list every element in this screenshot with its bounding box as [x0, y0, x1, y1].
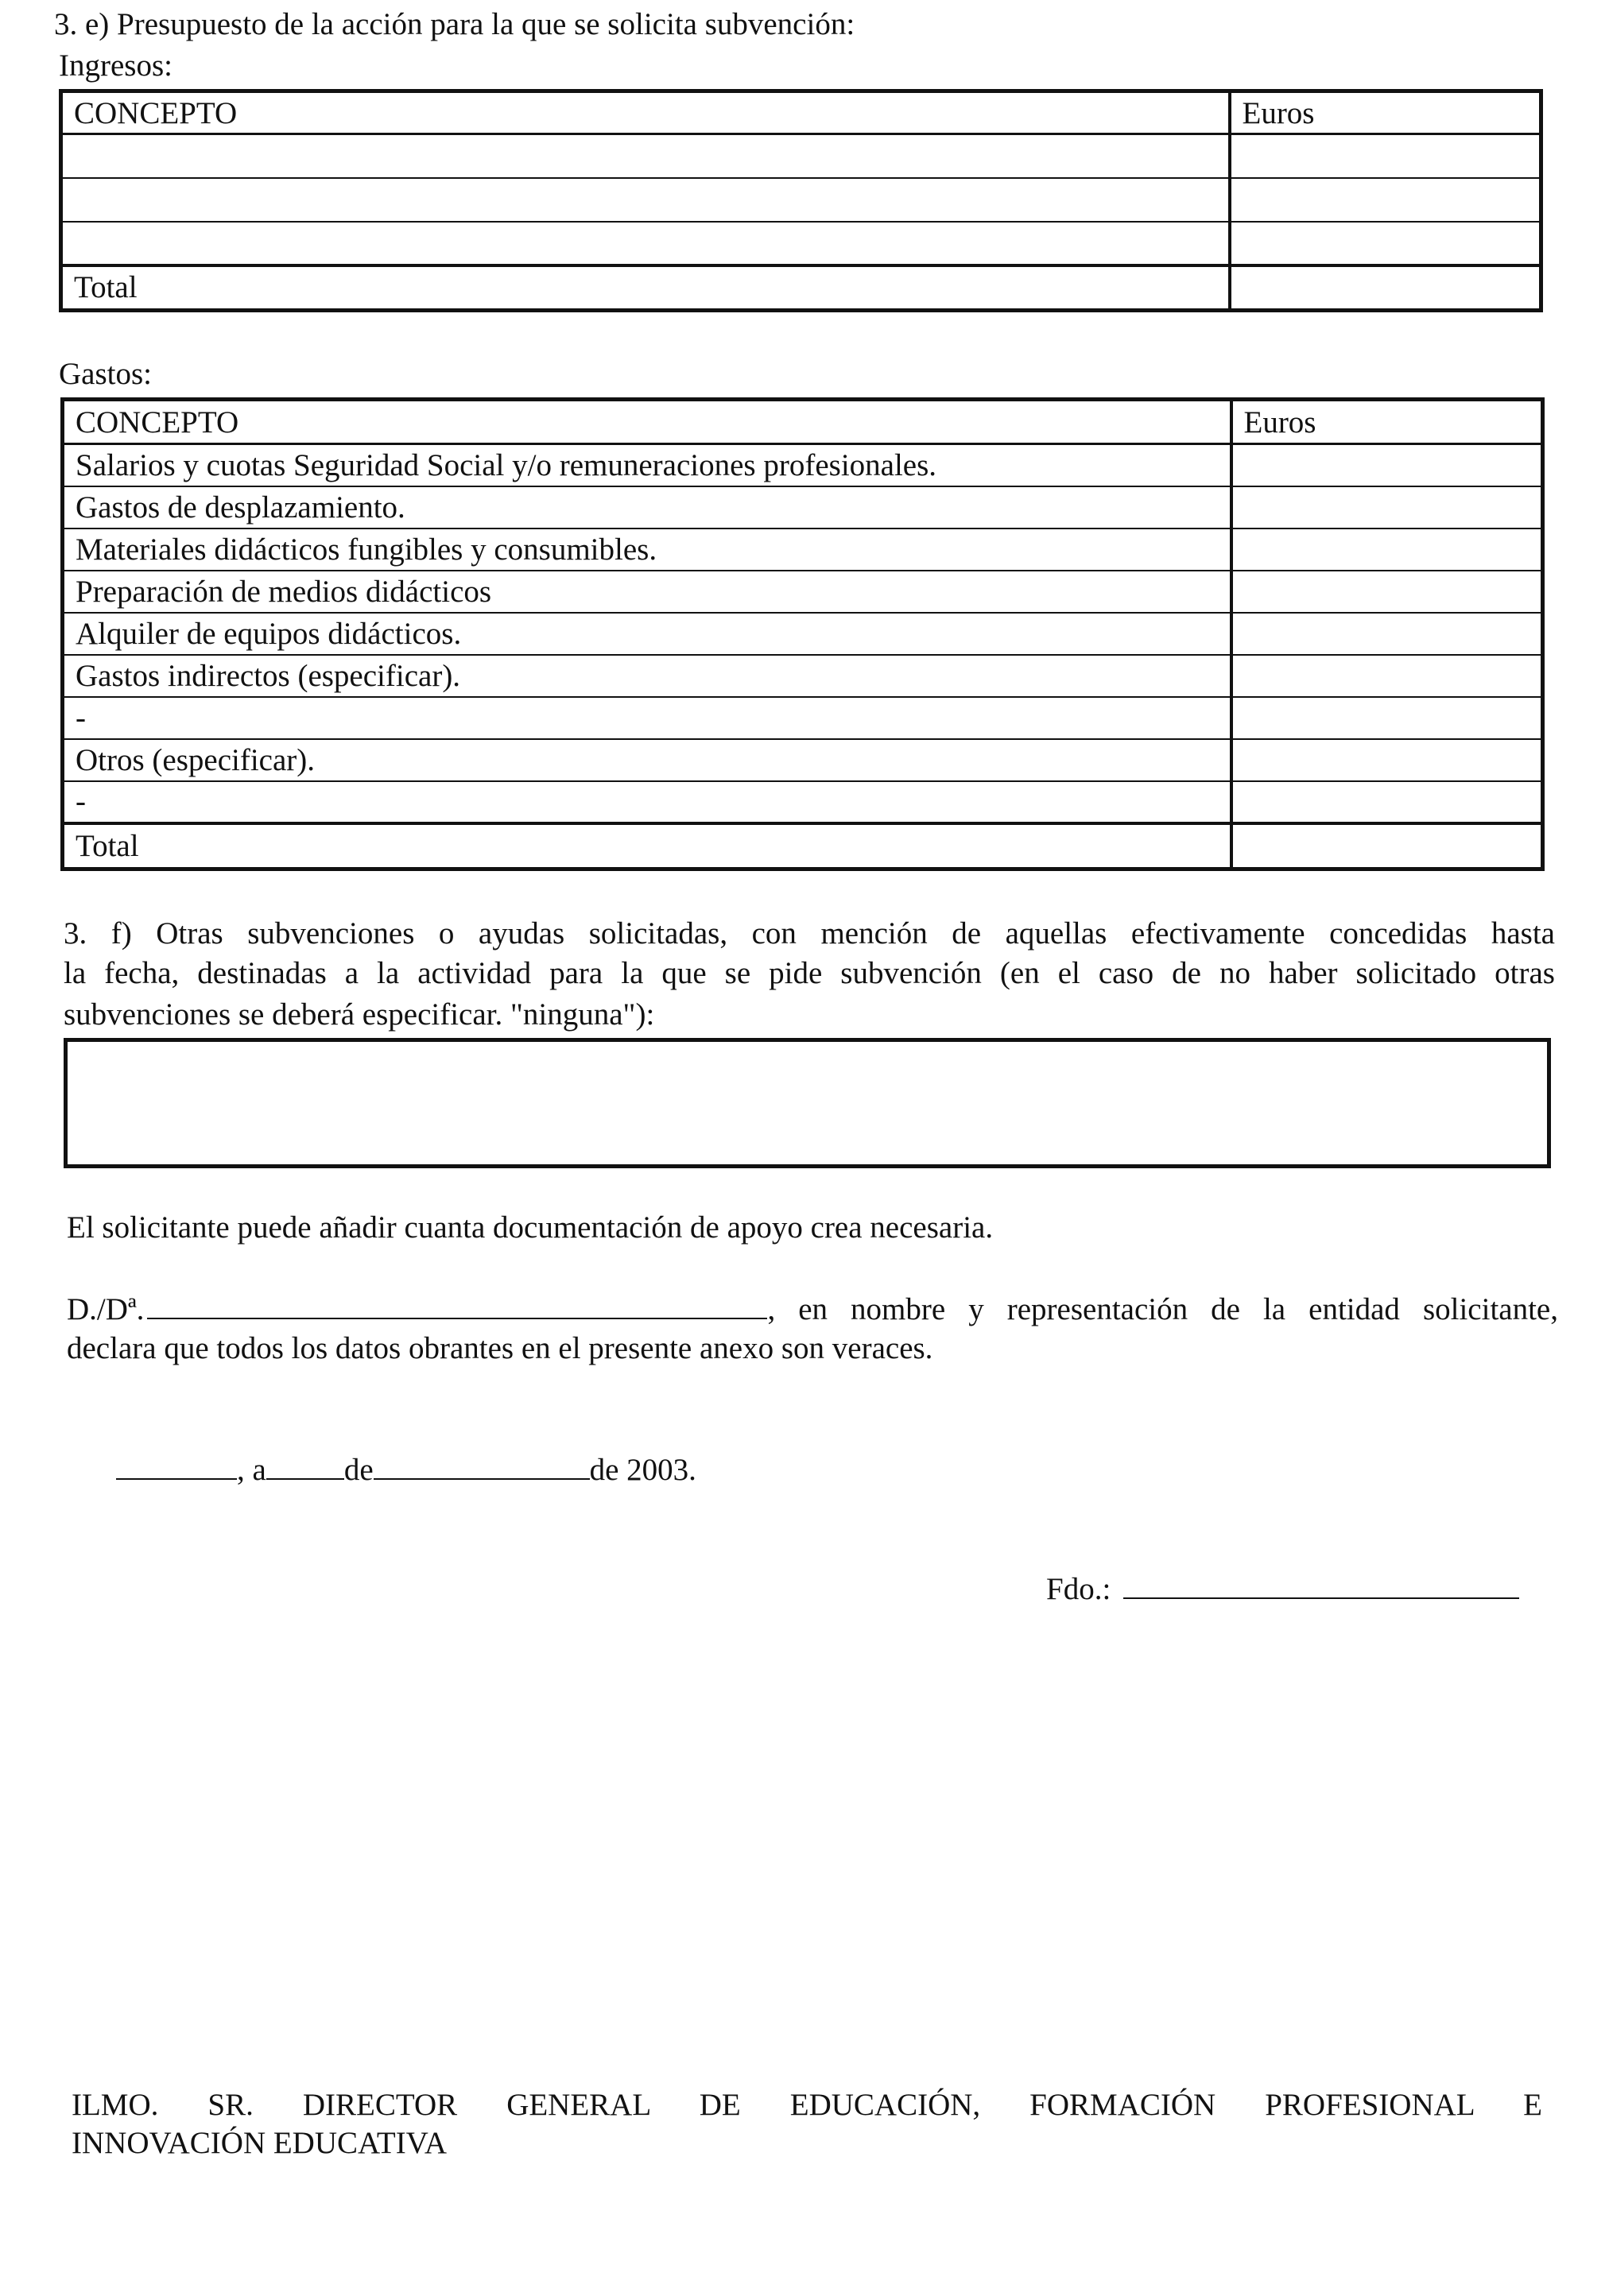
gastos-euros-cell[interactable]: [1231, 444, 1543, 486]
signature-field[interactable]: [1123, 1570, 1519, 1599]
gastos-total-label: Total: [63, 823, 1231, 869]
section-f-line2: la fecha, destinadas a la actividad para la que se pide subvención (en el caso de no haber solicitado otras: [64, 956, 1555, 990]
gastos-row: [63, 655, 1543, 697]
gastos-col-concepto: CONCEPTO: [63, 400, 1231, 444]
gastos-row: [63, 571, 1543, 613]
other-subsidies-answer: [68, 1042, 1547, 1058]
section-f-line1: 3. f) Otras subvenciones o ayudas solicitadas, con mención de aquellas efectivamente concedidas hasta: [64, 916, 1555, 951]
gastos-euros-cell[interactable]: [1231, 739, 1543, 781]
gastos-euros-cell[interactable]: [1231, 781, 1543, 823]
declaration-line1: [67, 1291, 1558, 1328]
gastos-row: [63, 781, 1543, 823]
gastos-euros-cell[interactable]: [1231, 655, 1543, 697]
gastos-euros-cell[interactable]: [1231, 571, 1543, 613]
gastos-concept-cell: Salarios y cuotas Seguridad Social y/o remuneraciones profesionales.: [63, 444, 1231, 486]
ingresos-row: [61, 178, 1541, 222]
gastos-euros-cell[interactable]: [1231, 613, 1543, 655]
date-line: [116, 1451, 696, 1489]
section-f-line3: subvenciones se deberá especificar. "ninguna"):: [64, 997, 655, 1032]
ingresos-concept-cell[interactable]: [61, 222, 1230, 265]
date-sep-a: , a: [237, 1453, 266, 1487]
support-note: El solicitante puede añadir cuanta documentación de apoyo crea necesaria.: [67, 1210, 994, 1245]
ingresos-col-euros: Euros: [1230, 91, 1541, 134]
gastos-col-euros: Euros: [1231, 400, 1543, 444]
declarant-name-field[interactable]: [147, 1291, 767, 1319]
day-field[interactable]: [266, 1451, 344, 1480]
ingresos-row: [61, 134, 1541, 178]
gastos-row: [63, 697, 1543, 739]
place-field[interactable]: [116, 1451, 237, 1480]
ingresos-table: [59, 89, 1543, 312]
ingresos-euros-cell[interactable]: [1230, 134, 1541, 178]
gastos-row: [63, 529, 1543, 571]
date-sep-de: de: [343, 1453, 374, 1487]
other-subsidies-box[interactable]: [64, 1038, 1551, 1168]
gastos-concept-cell: Materiales didácticos fungibles y consumibles.: [63, 529, 1231, 571]
gastos-concept-cell: Gastos indirectos (especificar).: [63, 655, 1231, 697]
ingresos-concept-cell[interactable]: [61, 178, 1230, 222]
gastos-total-euros-cell[interactable]: [1231, 823, 1543, 869]
ingresos-label: Ingresos:: [59, 48, 173, 83]
declaration-line2: declara que todos los datos obrantes en el presente anexo son veraces.: [67, 1331, 933, 1365]
declaration-suffix: , en nombre y representación de la entidad solicitante,: [767, 1292, 1558, 1326]
signature-line: [1046, 1570, 1519, 1608]
gastos-row: [63, 739, 1543, 781]
gastos-concept-cell: Preparación de medios didácticos: [63, 571, 1231, 613]
ingresos-total-euros-cell[interactable]: [1230, 265, 1541, 311]
addressee-line2: INNOVACIÓN EDUCATIVA: [72, 2126, 447, 2160]
gastos-row: [63, 444, 1543, 486]
signature-label: Fdo.:: [1046, 1572, 1111, 1606]
gastos-table: [60, 397, 1545, 871]
ingresos-concept-cell[interactable]: [61, 134, 1230, 178]
ingresos-col-concepto: CONCEPTO: [61, 91, 1230, 134]
gastos-label: Gastos:: [59, 357, 152, 391]
section-e-heading: 3. e) Presupuesto de la acción para la que se solicita subvención:: [54, 7, 855, 41]
gastos-concept-cell: Otros (especificar).: [63, 739, 1231, 781]
declaration-prefix: D./Dª.: [67, 1292, 145, 1326]
gastos-row: [63, 486, 1543, 529]
gastos-concept-cell[interactable]: -: [63, 781, 1231, 823]
addressee-line1: ILMO. SR. DIRECTOR GENERAL DE EDUCACIÓN, FORMACIÓN PROFESIONAL E: [72, 2088, 1542, 2122]
gastos-concept-cell[interactable]: -: [63, 697, 1231, 739]
gastos-euros-cell[interactable]: [1231, 697, 1543, 739]
gastos-concept-cell: Alquiler de equipos didácticos.: [63, 613, 1231, 655]
gastos-euros-cell[interactable]: [1231, 529, 1543, 571]
date-year: de 2003.: [589, 1453, 696, 1487]
ingresos-euros-cell[interactable]: [1230, 178, 1541, 222]
month-field[interactable]: [374, 1451, 590, 1480]
gastos-row: [63, 613, 1543, 655]
ingresos-euros-cell[interactable]: [1230, 222, 1541, 265]
ingresos-total-label: Total: [61, 265, 1230, 311]
ingresos-row: [61, 222, 1541, 265]
gastos-euros-cell[interactable]: [1231, 486, 1543, 529]
gastos-concept-cell: Gastos de desplazamiento.: [63, 486, 1231, 529]
